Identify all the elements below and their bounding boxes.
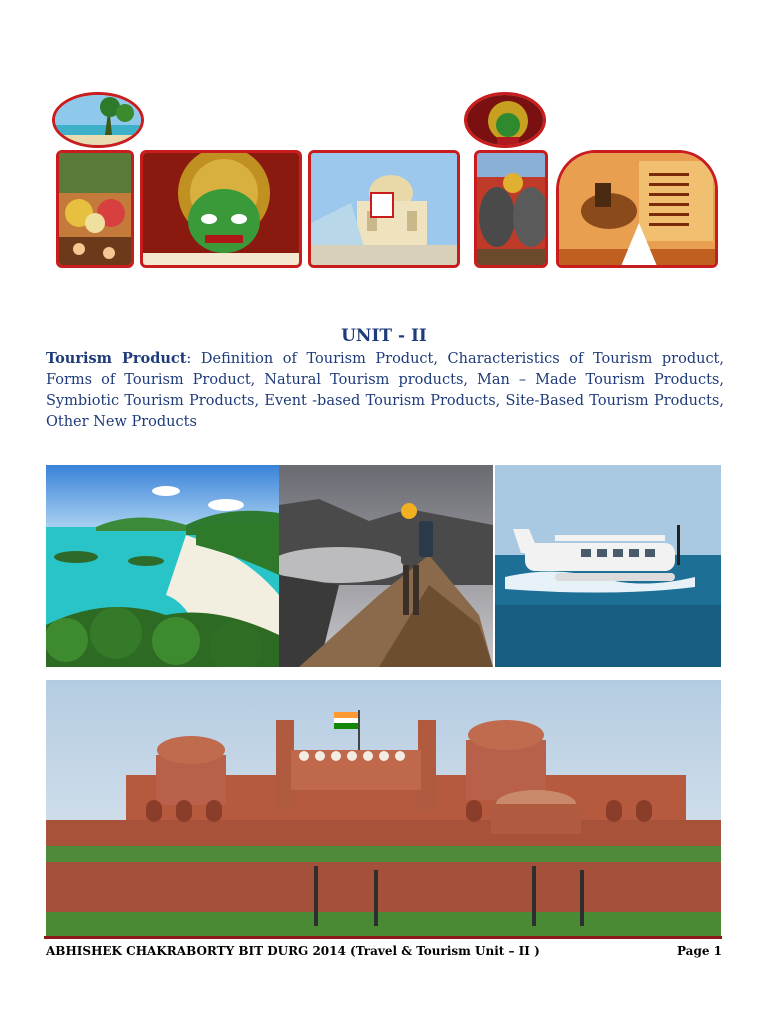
footer-page-number: Page 1 [676, 944, 722, 958]
letter-i2-image [474, 150, 548, 268]
letter-d-image [308, 150, 460, 268]
letter-i-image [56, 150, 134, 268]
seaplane-photo [495, 465, 721, 667]
beach-oval-image [52, 92, 144, 148]
intro-lead: Tourism Product [46, 350, 187, 367]
footer-rule [44, 936, 722, 939]
letter-a-image [556, 150, 718, 268]
unit-title: UNIT - II [341, 326, 427, 346]
footer-author: ABHISHEK CHAKRABORTY BIT DURG 2014 (Travel & Tourism Unit – II ) [46, 944, 540, 958]
kathakali-oval-image [464, 92, 546, 148]
intro-text: : Definition of Tourism Product, Characteristics of Tourism product, Forms of Tourism Product, Natural Tourism products, Man – Made Tourism Products, Symbiotic Tourism Products, Event -based Tourism Products, Site-Based Tourism Products, Other New Products [46, 351, 724, 430]
india-banner [50, 88, 720, 278]
beach-photo [46, 465, 279, 667]
unit-intro [46, 348, 724, 433]
red-fort-photo [46, 680, 721, 936]
letter-n-image [140, 150, 302, 268]
mountaineer-photo [279, 465, 493, 667]
